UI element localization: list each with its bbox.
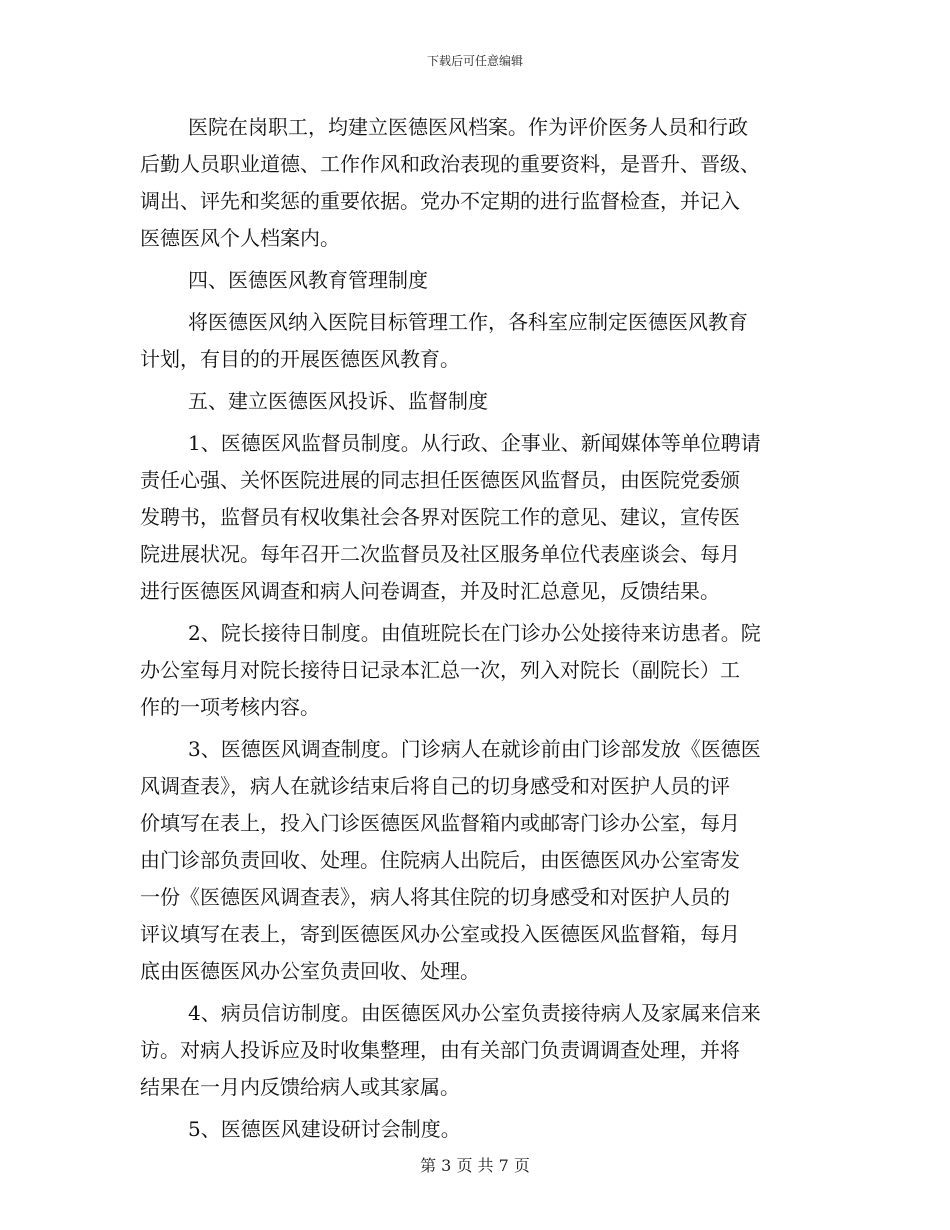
section-heading-4 (140, 262, 812, 299)
paragraph-line: 将医德医风纳入医院目标管理工作，各科室应制定医德医风教育 (188, 310, 748, 334)
paragraph-line: 风调查表》，病人在就诊结束后将自己的切身感受和对医护人员的评 (140, 774, 730, 798)
document-body (140, 109, 812, 1148)
paragraph-item-5 (140, 1111, 812, 1148)
paragraph-line: 4、病员信访制度。由医德医风办公室负责接待病人及家属来信来 (188, 1001, 761, 1025)
paragraph-education (140, 304, 812, 378)
paragraph-line: 作的一项考核内容。 (140, 695, 320, 719)
paragraph-line: 3、医德医风调查制度。门诊病人在就诊前由门诊部发放《医德医 (188, 737, 761, 761)
paragraph-line: 后勤人员职业道德、工作作风和政治表现的重要资料，是晋升、晋级、 (140, 152, 760, 176)
paragraph-line: 结果在一月内反馈给病人或其家属。 (140, 1075, 460, 1099)
paragraph-line: 一份《医德医风调查表》，病人将其住院的切身感受和对医护人员的 (140, 885, 730, 909)
paragraph-line: 计划，有目的的开展医德医风教育。 (140, 347, 460, 371)
paragraph-line: 责任心强、关怀医院进展的同志担任医德医风监督员，由医院党委颁 (140, 468, 740, 492)
page-number: 第 3 页 共 7 页 (420, 1156, 530, 1175)
page-header: 下载后可任意编辑 (426, 54, 523, 68)
paragraph-line: 价填写在表上，投入门诊医德医风监督箱内或邮寄门诊办公室，每月 (140, 811, 740, 835)
paragraph-line: 由门诊部负责回收、处理。住院病人出院后，由医德医风办公室寄发 (140, 848, 740, 872)
paragraph-archive (140, 109, 812, 257)
section-heading: 五、建立医德医风投诉、监督制度 (188, 389, 488, 413)
paragraph-item-4 (140, 995, 812, 1106)
paragraph-line: 2、院长接待日制度。由值班院长在门诊办公处接待来访患者。院 (188, 621, 761, 645)
paragraph-line: 访。对病人投诉应及时收集整理，由有关部门负责调调查处理，并将 (140, 1038, 740, 1062)
paragraph-line: 院进展状况。每年召开二次监督员及社区服务单位代表座谈会、每月 (140, 542, 740, 566)
section-heading-5 (140, 383, 812, 420)
paragraph-line: 医德医风个人档案内。 (140, 226, 340, 250)
paragraph-line: 调出、评先和奖惩的重要依据。党办不定期的进行监督检查，并记入 (140, 189, 740, 213)
paragraph-line: 评议填写在表上，寄到医德医风办公室或投入医德医风监督箱，每月 (140, 922, 740, 946)
paragraph-line: 办公室每月对院长接待日记录本汇总一次，列入对院长（副院长）工 (140, 658, 740, 682)
paragraph-item-2 (140, 615, 812, 726)
section-heading: 四、医德医风教育管理制度 (188, 268, 428, 292)
paragraph-item-3 (140, 731, 812, 990)
paragraph-line: 医院在岗职工，均建立医德医风档案。作为评价医务人员和行政 (188, 115, 748, 139)
paragraph-line: 底由医德医风办公室负责回收、处理。 (140, 959, 480, 983)
paragraph-line: 进行医德医风调查和病人问卷调查，并及时汇总意见，反馈结果。 (140, 579, 720, 603)
paragraph-line: 1、医德医风监督员制度。从行政、企事业、新闻媒体等单位聘请 (188, 431, 761, 455)
paragraph-line: 发聘书，监督员有权收集社会各界对医院工作的意见、建议，宣传医 (140, 505, 740, 529)
paragraph-item-1 (140, 425, 812, 610)
paragraph-line: 5、医德医风建设研讨会制度。 (188, 1117, 461, 1141)
